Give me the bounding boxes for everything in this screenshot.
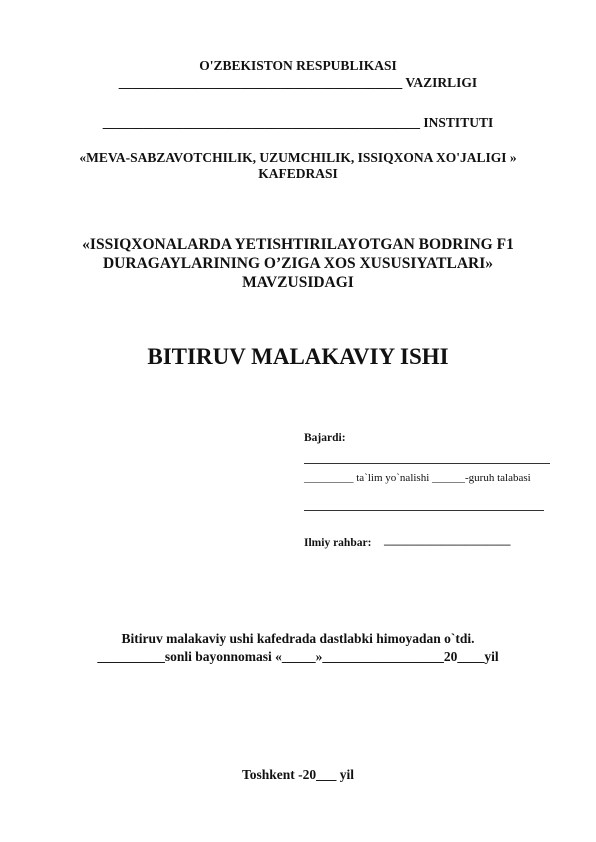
- performer-extra-blank: [304, 510, 544, 511]
- topic-line-2: DURAGAYLARINING O’ZIGA XOS XUSUSIYATLARI»: [102, 255, 494, 272]
- department-line-1: «MEVA-SABZAVOTCHILIK, UZUMCHILIK, ISSIQXONA XO'JALIGI »: [79, 150, 517, 165]
- defense-line-1: Bitiruv malakaviy ushi kafedrada dastlabki himoyadan o`tdi.: [121, 631, 475, 646]
- topic-line-3: MAVZUSIDAGI: [242, 274, 354, 291]
- performer-label: Bajardi:: [304, 432, 346, 444]
- republic-heading: O'ZBEKISTON RESPUBLIKASI: [199, 58, 397, 73]
- program-line: _________ ta`lim yo`nalishi ______-guruh talabasi: [304, 472, 531, 484]
- department-line-2: KAFEDRASI: [258, 166, 338, 181]
- document-title: BITIRUV MALAKAVIY ISHI: [147, 344, 449, 369]
- defense-line-2: __________sonli bayonnomasi «_____»__________________20____yil: [97, 649, 499, 664]
- performer-name-blank: [304, 463, 550, 464]
- supervisor-label: Ilmiy rahbar:: [304, 537, 372, 549]
- ministry-line: __________________________________________ VAZIRLIGI: [118, 75, 478, 90]
- supervisor-blank: ______________________: [384, 535, 511, 547]
- topic-line-1: «ISSIQXONALARDA YETISHTIRILAYOTGAN BODRING F1: [82, 236, 514, 253]
- institute-line: _______________________________________________ INSTITUTI: [102, 115, 494, 130]
- footer-city-year: Toshkent -20___ yil: [241, 767, 355, 782]
